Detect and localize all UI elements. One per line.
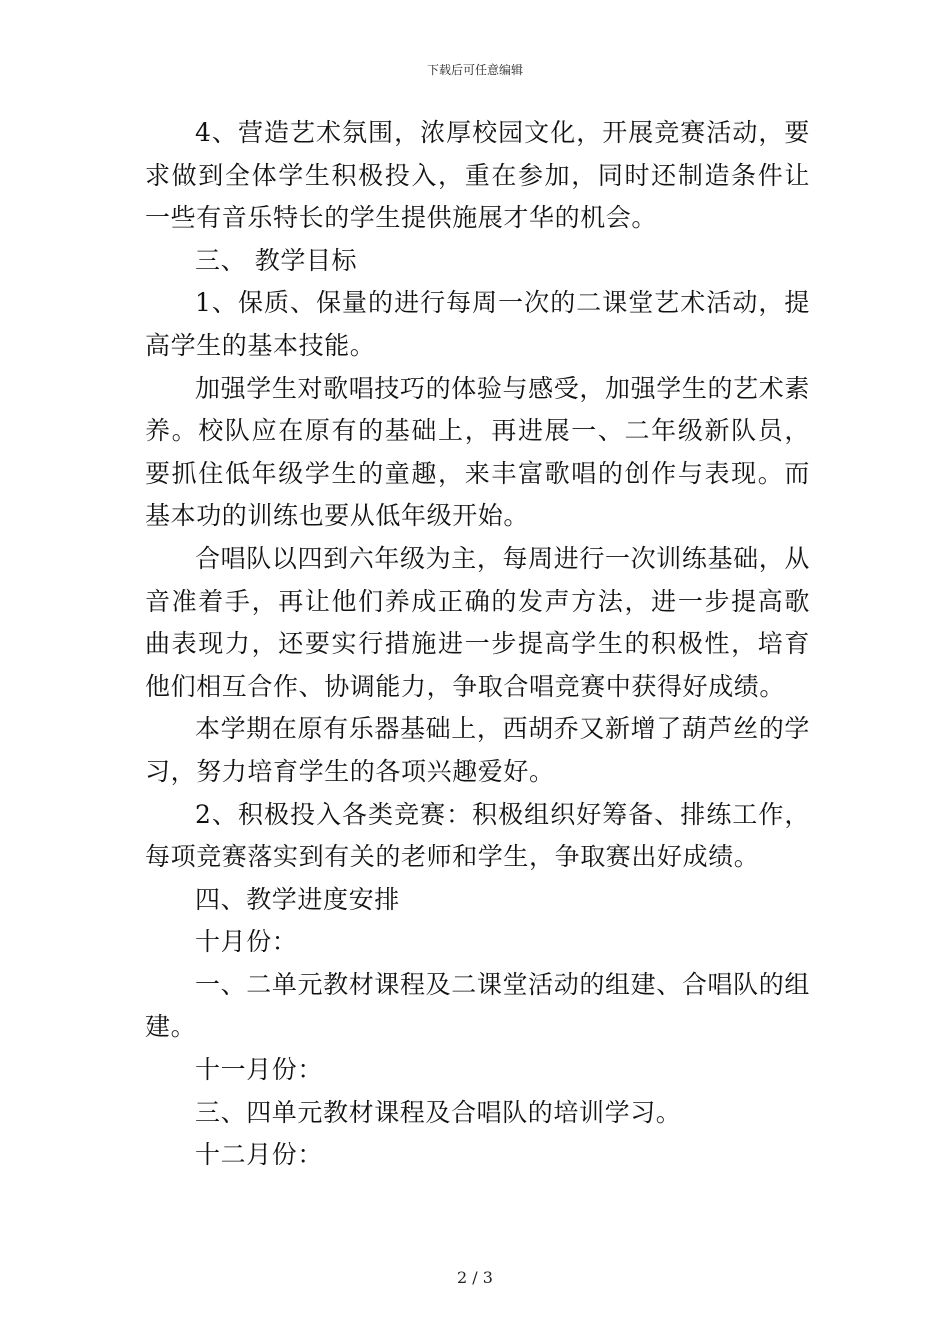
- month-heading: 十月份：: [195, 927, 298, 957]
- paragraph: 一、二单元教材课程及二课堂活动的组建、合唱队的组建。: [145, 969, 810, 1042]
- document-body: [145, 112, 810, 1177]
- paragraph: 加强学生对歌唱技巧的体验与感受，加强学生的艺术素养。校队应在原有的基础上，再进展一、二年级新队员，要抓住低年级学生的童趣，来丰富歌唱的创作与表现。而基本功的训练也要从低年级开始。: [145, 373, 810, 531]
- section-heading: 四、教学进度安排: [195, 884, 400, 914]
- month-heading: 十一月份：: [195, 1055, 324, 1085]
- paragraph: 三、四单元教材课程及合唱队的培训学习。: [195, 1097, 682, 1127]
- month-heading: 十二月份：: [195, 1140, 324, 1170]
- paragraph: 2、积极投入各类竞赛：积极组织好筹备、排练工作，每项竞赛落实到有关的老师和学生，争取赛出好成绩。: [145, 799, 810, 872]
- page-number: 2 / 3: [457, 1268, 493, 1287]
- paragraph: 4、营造艺术氛围，浓厚校园文化，开展竞赛活动，要求做到全体学生积极投入，重在参加，同时还制造条件让一些有音乐特长的学生提供施展才华的机会。: [145, 118, 810, 233]
- paragraph: 合唱队以四到六年级为主，每周进行一次训练基础，从音准着手，再让他们养成正确的发声方法，进一步提高歌曲表现力，还要实行措施进一步提高学生的积极性，培育他们相互合作、协调能力，争取合唱竞赛中获得好成绩。: [145, 543, 810, 701]
- page-header: 下载后可任意编辑: [426, 63, 523, 77]
- section-heading: 三、 教学目标: [195, 245, 358, 275]
- paragraph: 1、保质、保量的进行每周一次的二课堂艺术活动，提高学生的基本技能。: [145, 288, 810, 360]
- paragraph: 本学期在原有乐器基础上，西胡乔又新增了葫芦丝的学习，努力培育学生的各项兴趣爱好。: [145, 714, 810, 786]
